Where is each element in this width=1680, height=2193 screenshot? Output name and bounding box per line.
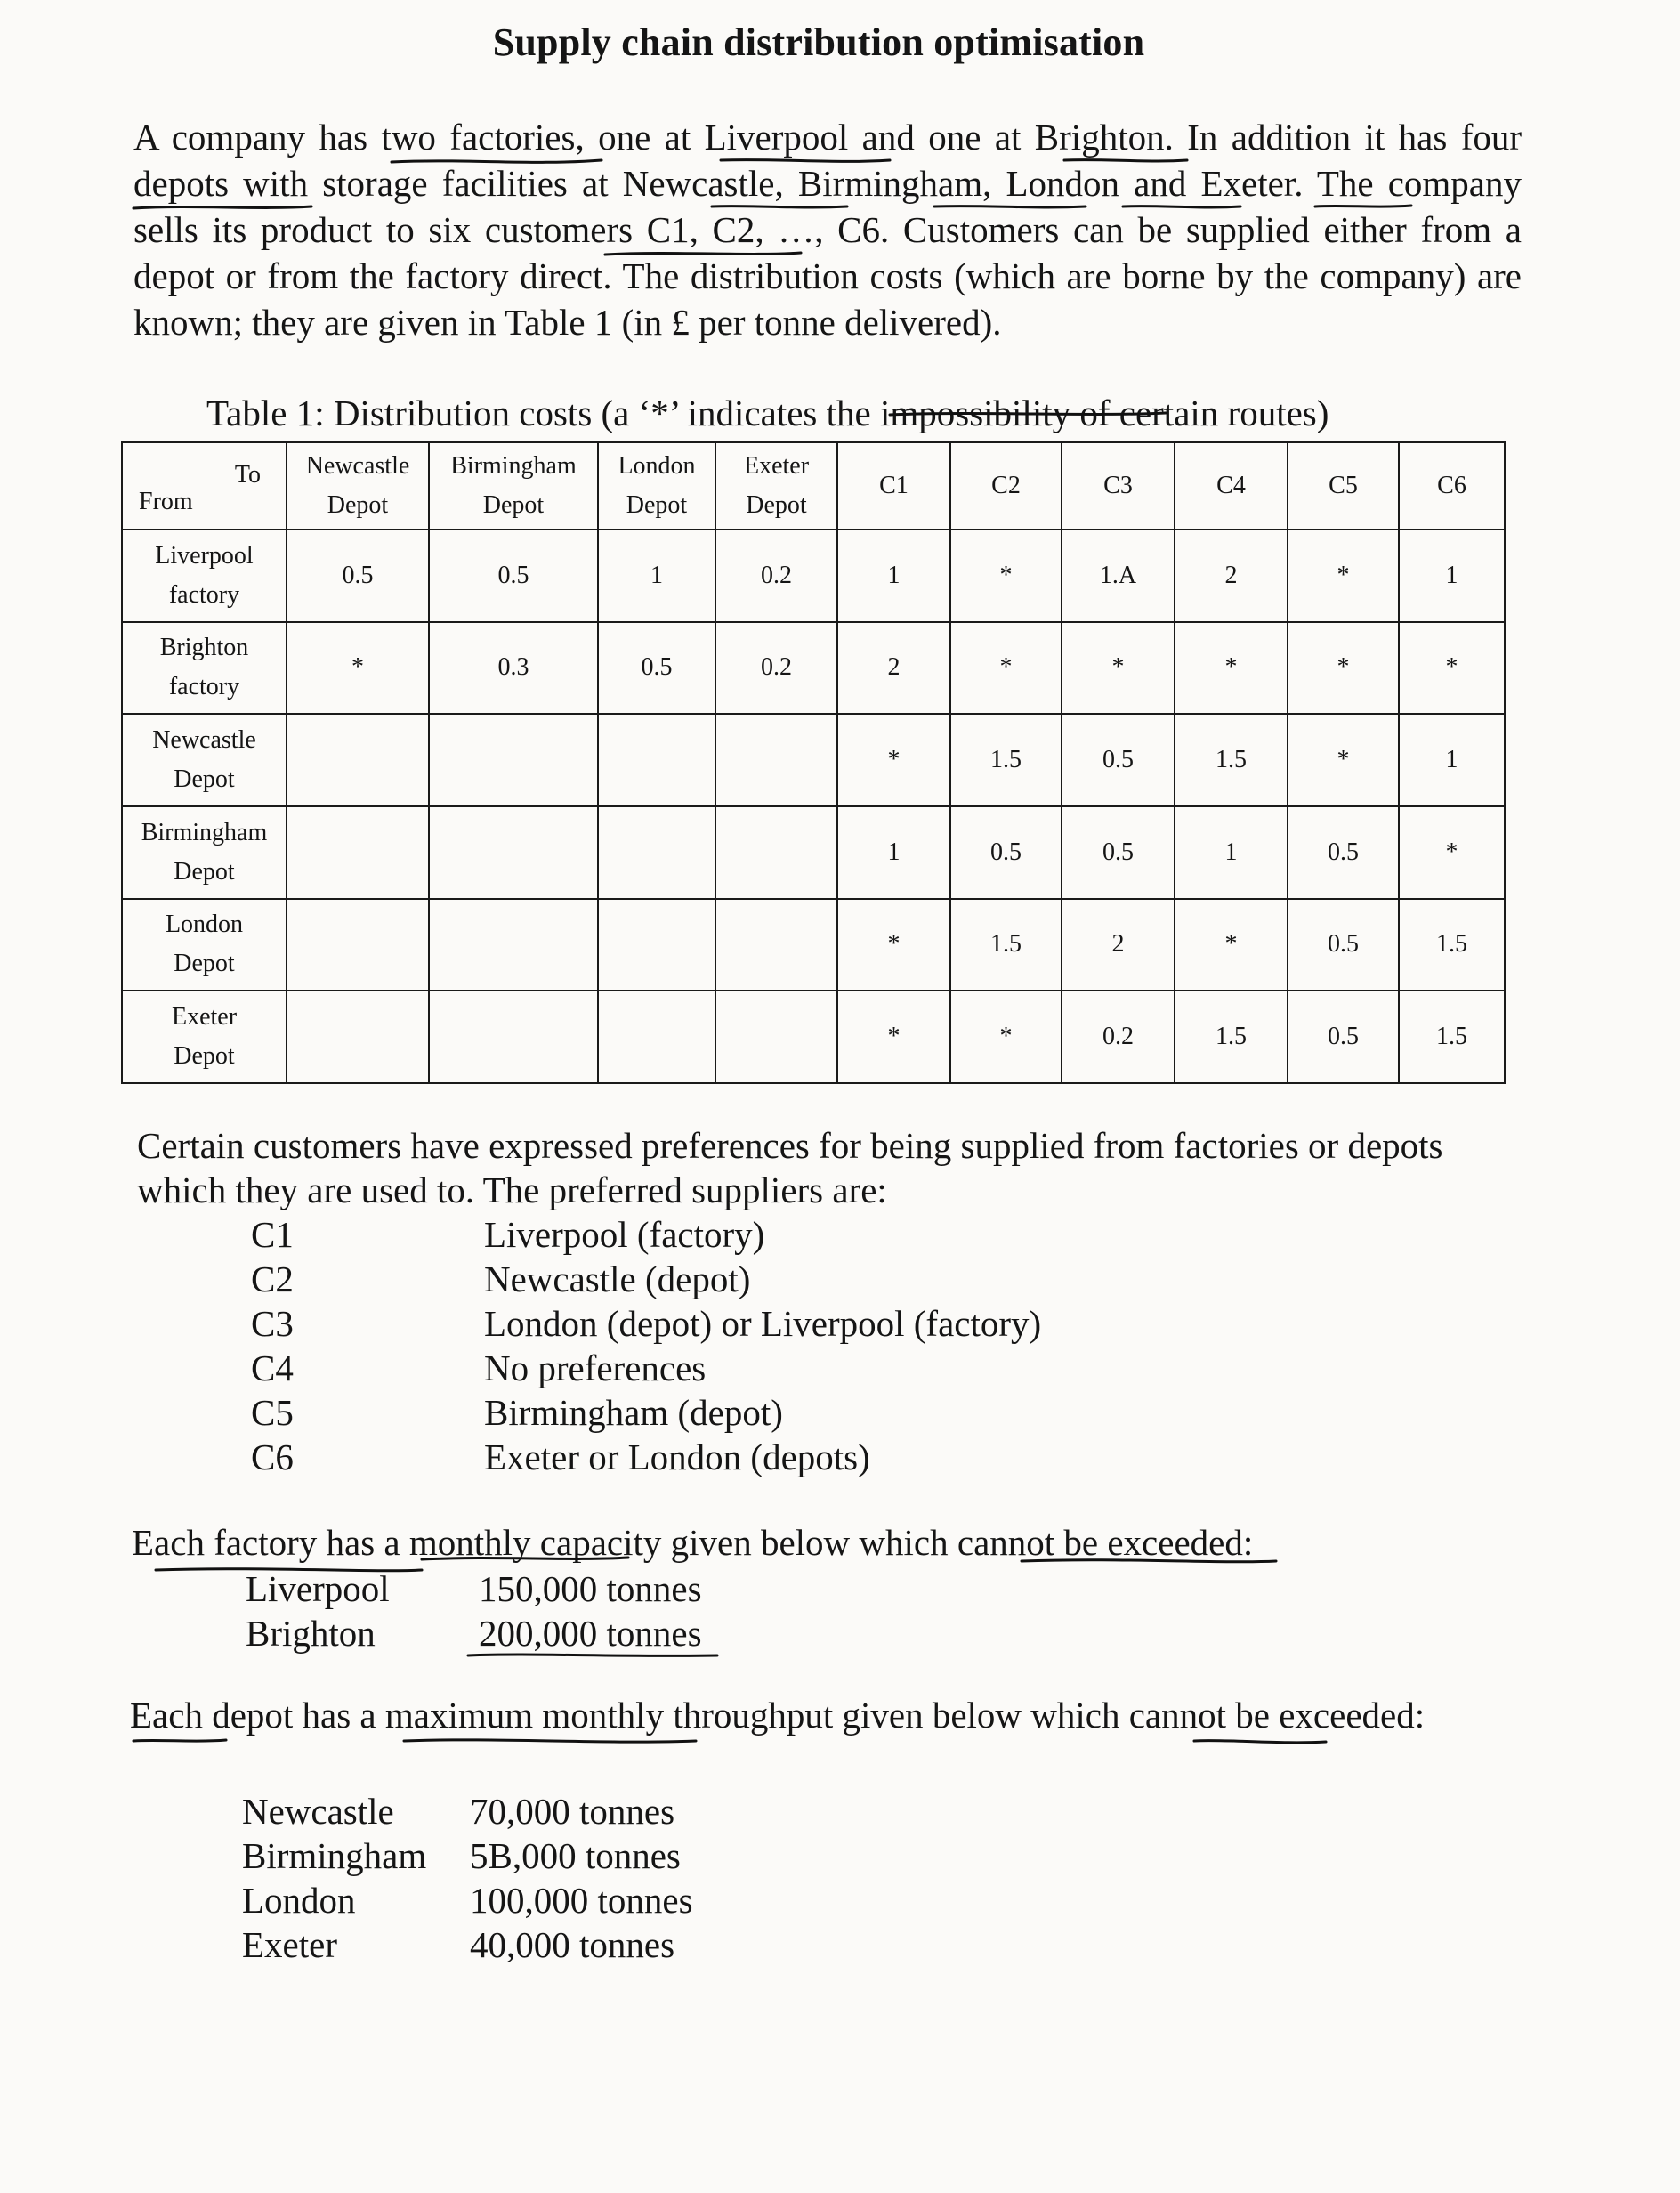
cost-cell: * (1399, 806, 1505, 899)
cost-cell: 0.5 (950, 806, 1062, 899)
cost-cell: * (950, 991, 1062, 1083)
cost-cell: 0.5 (598, 622, 715, 715)
customer-label: C2 (251, 1258, 294, 1299)
column-header: Exeter Depot (715, 442, 837, 530)
throughput-value: 5B,000 tonnes (470, 1835, 681, 1876)
page-title: Supply chain distribution optimisation (492, 20, 1145, 64)
underline-birmingham (934, 206, 1086, 207)
underline-cannot-be (1194, 1741, 1326, 1743)
cost-cell: * (1399, 622, 1505, 715)
cost-cell: * (950, 622, 1062, 715)
cost-cell: 0.5 (1062, 714, 1175, 806)
capacity-value: 150,000 tonnes (479, 1568, 702, 1609)
cost-cell: 1 (1399, 714, 1505, 806)
column-header: London Depot (598, 442, 715, 530)
row-header: Exeter Depot (122, 991, 287, 1083)
underline-brighton (1064, 160, 1187, 161)
column-header: C6 (1399, 442, 1505, 530)
column-header: C3 (1062, 442, 1175, 530)
cost-cell: * (837, 899, 950, 991)
depot-name: Exeter (242, 1924, 337, 1965)
row-header: Birmingham Depot (122, 806, 287, 899)
preferred-supplier: Exeter or London (depots) (484, 1436, 870, 1477)
underline-newcastle (712, 206, 847, 207)
factory-name: Liverpool (246, 1568, 390, 1609)
underline-six-customers (605, 253, 801, 255)
cost-cell: 0.2 (715, 622, 837, 715)
cost-cell: 2 (1175, 530, 1288, 622)
underline-liverpool (721, 160, 890, 162)
cost-cell: 1 (837, 806, 950, 899)
column-header: C4 (1175, 442, 1288, 530)
cost-cell: * (950, 530, 1062, 622)
cost-cell: 1.5 (1399, 899, 1505, 991)
cost-cell: 0.5 (1288, 991, 1399, 1083)
underline-impossibility (890, 413, 1166, 415)
cost-cell: * (837, 991, 950, 1083)
row-header: Newcastle Depot (122, 714, 287, 806)
cost-cell: 1 (1175, 806, 1288, 899)
cost-cell: 0.5 (1288, 899, 1399, 991)
column-header: C1 (837, 442, 950, 530)
factory-name: Brighton (246, 1613, 376, 1654)
capacity-value: 200,000 tonnes (479, 1613, 702, 1654)
cost-cell: 1 (598, 530, 715, 622)
column-header: Newcastle Depot (287, 442, 429, 530)
cost-cell: 1.5 (950, 714, 1062, 806)
preferred-supplier: Birmingham (depot) (484, 1392, 783, 1433)
cost-cell: * (1288, 530, 1399, 622)
depot-name: Birmingham (242, 1835, 427, 1876)
underline-two-factories (392, 160, 602, 162)
cost-cell: 0.5 (1288, 806, 1399, 899)
cost-cell: * (1062, 622, 1175, 715)
cost-cell: * (1175, 622, 1288, 715)
preferences-intro: Certain customers have expressed preferences for being supplied from factories or depots which they are used to. The preferred suppliers are: (137, 1125, 1443, 1210)
preferred-supplier: London (depot) or Liverpool (factory) (484, 1303, 1042, 1344)
underline-each-factory (156, 1569, 422, 1571)
cost-cell: * (1175, 899, 1288, 991)
throughput-intro: Each depot has a maximum monthly throughput given below which cannot be exceeded: (130, 1695, 1426, 1736)
cost-cell: 0.5 (429, 530, 598, 622)
customer-label: C3 (251, 1303, 294, 1344)
underline-cannot-be-exceeded (1022, 1560, 1276, 1562)
customer-label: C5 (251, 1392, 294, 1433)
customer-label: C1 (251, 1214, 294, 1255)
row-header: Brighton factory (122, 622, 287, 715)
underline-london (1123, 206, 1240, 207)
cost-cell: 0.2 (715, 530, 837, 622)
depot-name: London (242, 1880, 356, 1921)
intro-paragraph: A company has two factories, one at Liverpool and one at Brighton. In addition it has four depots with storage facilities at Newcastle, Birmingham, London and Exeter. The company sells its product to six customers C1, C2, …, C6. Customers can be supplied either from a depot or from the factory direct. The distribution costs (which are borne by the company) are known; they are given in Table 1 (in £ per tonne delivered). (133, 117, 1522, 343)
corner-to-label: To (234, 461, 261, 489)
corner-from-label: From (139, 488, 193, 515)
cost-cell: 0.3 (429, 622, 598, 715)
cost-cell: * (837, 714, 950, 806)
row-header: Liverpool factory (122, 530, 287, 622)
customer-label: C6 (251, 1436, 294, 1477)
underline-four-depots (133, 206, 311, 208)
cost-cell: 1.5 (1399, 991, 1505, 1083)
cost-cell: 1 (1399, 530, 1505, 622)
underline-each-depot (133, 1740, 226, 1741)
customer-label: C4 (251, 1347, 294, 1388)
throughput-value: 100,000 tonnes (470, 1880, 693, 1921)
cost-cell: 0.5 (1062, 806, 1175, 899)
column-header: Birmingham Depot (429, 442, 598, 530)
cost-cell: 1.5 (950, 899, 1062, 991)
cost-cell: 1.5 (1175, 714, 1288, 806)
preferred-supplier: Liverpool (factory) (484, 1214, 765, 1255)
preferred-supplier: No preferences (484, 1347, 707, 1388)
capacity-intro: Each factory has a monthly capacity given below which cannot be exceeded: (132, 1522, 1254, 1563)
underline-monthly-capacity (422, 1558, 628, 1559)
throughput-value: 70,000 tonnes (470, 1791, 675, 1832)
cost-cell: 1 (837, 530, 950, 622)
cost-cell: * (287, 622, 429, 715)
cost-cell: 0.2 (1062, 991, 1175, 1083)
cost-cell: * (1288, 622, 1399, 715)
row-header: London Depot (122, 899, 287, 991)
throughput-value: 40,000 tonnes (470, 1924, 675, 1965)
cost-cell: 0.5 (287, 530, 429, 622)
table-caption: Table 1: Distribution costs (a ‘*’ indicates the impossibility of certain routes) (206, 392, 1329, 433)
cost-cell: * (1288, 714, 1399, 806)
cost-cell: 2 (837, 622, 950, 715)
cost-cell: 1.5 (1175, 991, 1288, 1083)
column-header: C2 (950, 442, 1062, 530)
underline-maximum-monthly (404, 1740, 696, 1742)
depot-name: Newcastle (242, 1791, 394, 1832)
cost-cell: 2 (1062, 899, 1175, 991)
cost-cell: 1.A (1062, 530, 1175, 622)
column-header: C5 (1288, 442, 1399, 530)
preferred-supplier: Newcastle (depot) (484, 1258, 751, 1299)
